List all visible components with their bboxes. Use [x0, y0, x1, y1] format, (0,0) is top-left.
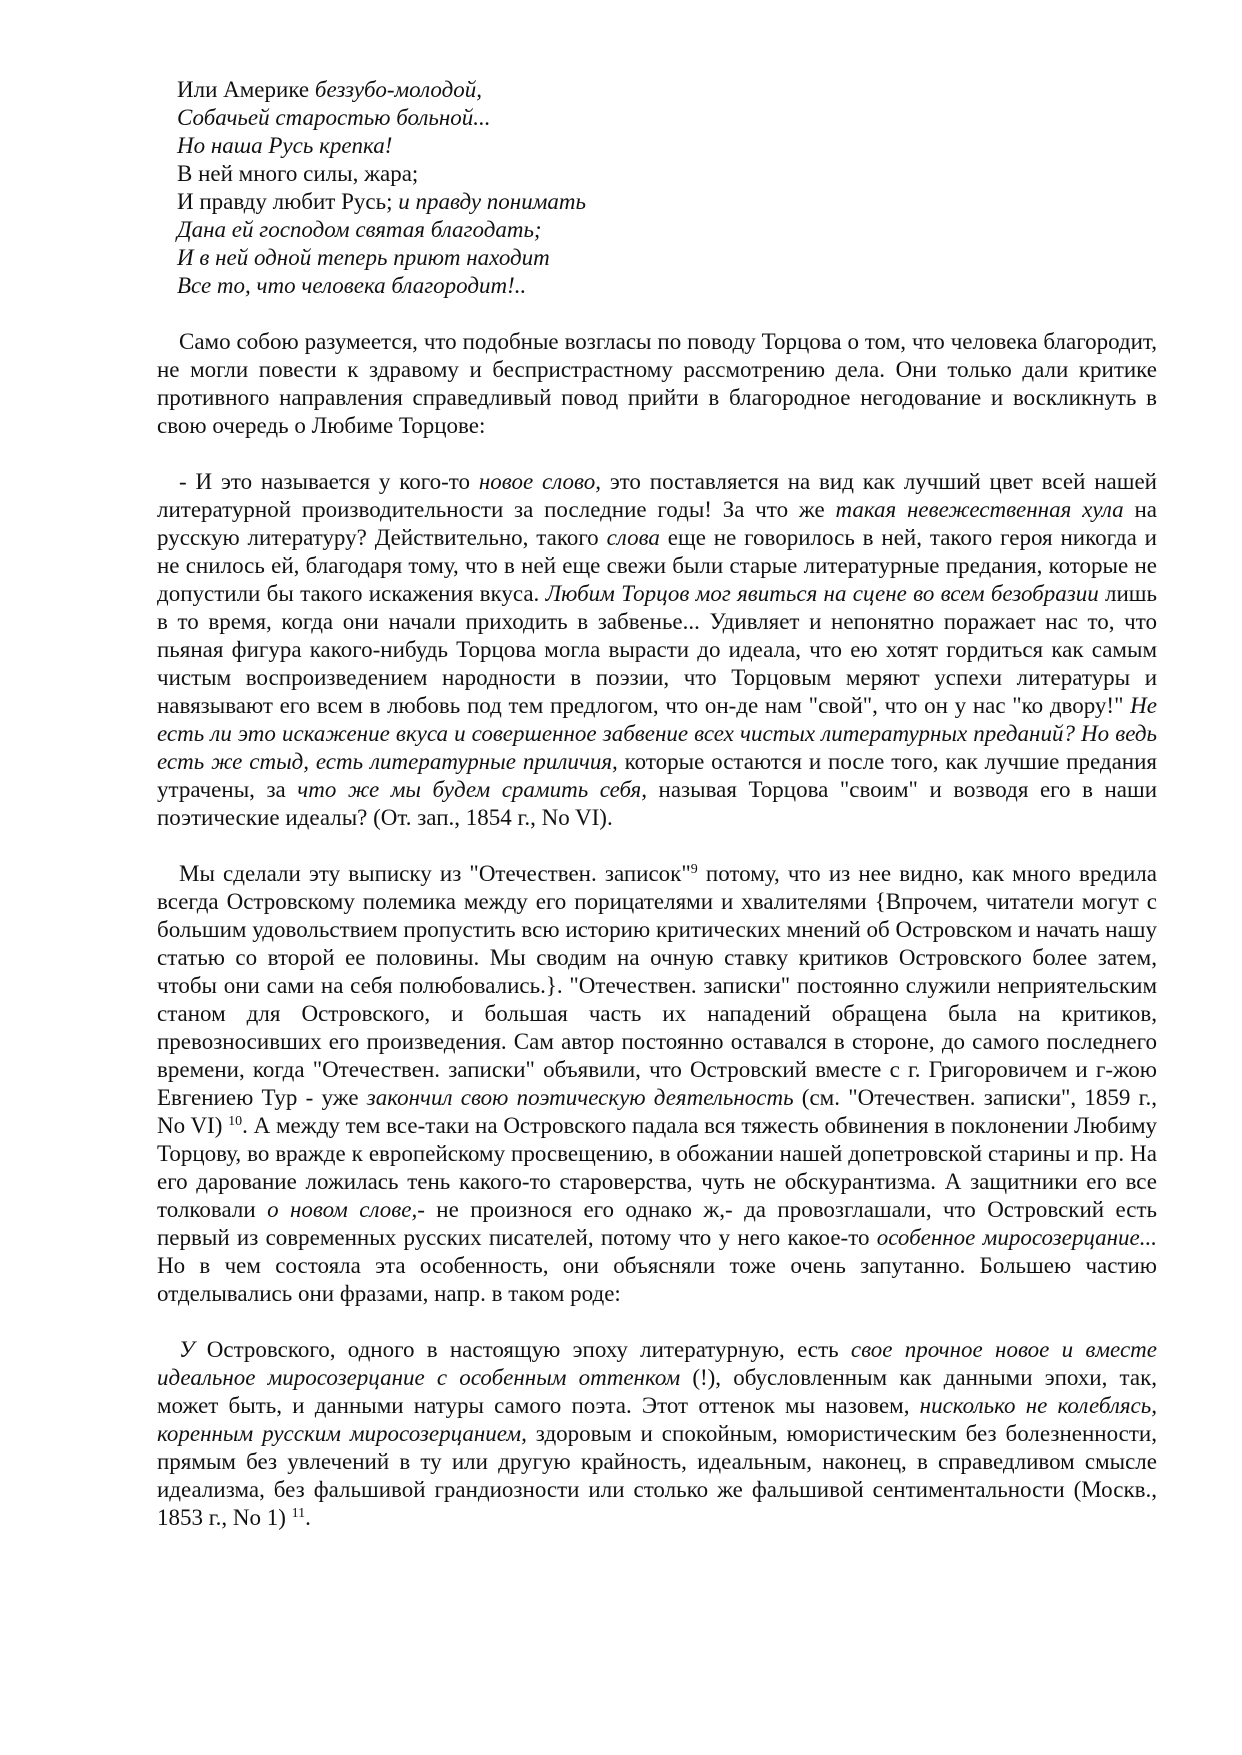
- paragraph: [157, 468, 1157, 832]
- text: называя Торцова "своим" и возводя его в наши поэтические идеалы? (От. зап., 1854 г., No VI).: [157, 777, 1158, 830]
- text: на русскую литературу? Действительно, такого: [157, 497, 1157, 550]
- text: здоровым и спокойным, юмористическим без болезненности, прямым без увлечений в ту или другую крайность, идеальным, наконец, в справедливом смысле идеализма, без фальшивой грандиозности или столько же фальшивой сентиментальности (Москв., 1853 г., No 1): [157, 1421, 1157, 1530]
- footnote-ref: 11: [291, 1506, 306, 1521]
- poem-line: [177, 272, 1157, 300]
- italic-text: такая невежественная хула: [835, 497, 1124, 522]
- italic-text: нисколько не колеблясь, коренным русским миросозерцанием,: [157, 1393, 1157, 1446]
- document-page: [157, 76, 1157, 1532]
- italic-text: У: [179, 1337, 195, 1362]
- italic-text: новое слово,: [478, 469, 601, 494]
- text: Островского, одного в настоящую эпоху литературную, есть: [194, 1337, 851, 1362]
- text: это поставляется на вид как лучший цвет всей нашей литературной производительности за последние годы! За что же: [157, 469, 1157, 522]
- text: лишь в то время, когда они начали приходить в забвенье... Удивляет и непонятно поражает нас то, что пьяная фигура какого-нибудь Торцова могла вырасти до идеала, что ею хотят гордиться как самым чистым воспроизведением народности в поэзии, что Торцовым меряют успехи литературы и навязывают его всем в любовь под тем предлогом, что он-де нам "свой", что он у нас "ко двору!": [157, 581, 1157, 718]
- text: - И это называется у кого-то: [179, 469, 479, 494]
- poem-line-italic: беззубо-молодой,: [314, 77, 482, 102]
- poem-line-italic: Дана ей господом святая благодать;: [177, 217, 542, 242]
- poem-line-italic: Собачьей старостью больной...: [177, 105, 491, 130]
- body-text: [157, 328, 1157, 1532]
- poem-line: [177, 216, 1157, 244]
- poem-line: [177, 188, 1157, 216]
- text: .: [305, 1505, 311, 1530]
- text: (см. "Отечествен. записки", 1859 г., No VI): [157, 1085, 1157, 1138]
- italic-text: слова: [606, 525, 660, 550]
- italic-text: о новом слове,: [267, 1197, 418, 1222]
- footnote-ref: 10: [228, 1114, 243, 1129]
- poem-line-italic: и правду понимать: [398, 189, 586, 214]
- poem-line-italic: И в ней одной теперь приют находит: [177, 245, 550, 270]
- poem-line-text: В ней много силы, жара;: [177, 161, 419, 186]
- poem-line: [177, 160, 1157, 188]
- text: которые остаются и после того, как лучшие предания утрачены, за: [157, 749, 1157, 802]
- text: . А между тем все-таки на Островского падала вся тяжесть обвинения в поклонении Любиму Торцову, во вражде к европейскому просвещению, в обожании нашей допетровской старины и пр. На его дарование ложилась тень какого-то староверства, чуть не обскурантизма. А защитники его все толковали: [157, 1113, 1158, 1222]
- poem-block: [177, 76, 1157, 300]
- poem-line: [177, 76, 1157, 104]
- text: - не произнося его однако ж,- да провозглашали, что Островский есть первый из современных русских писателей, потому что у него какое-то: [157, 1197, 1157, 1250]
- text: потому, что из нее видно, как много вредила всегда Островскому полемика между его порицателями и хвалителями {Впрочем, читатели могут с большим удовольствием пропустить всю историю критических мнений об Островском и начать нашу статью со второй ее половины. Мы сводим на очную ставку критиков Островского более затем, чтобы они сами на себя полюбовались.}. "Отечествен. записки" постоянно служили неприятельским станом для Островского, и большая часть их нападений обращена была на критиков, превозносивших его произведения. Сам автор постоянно оставался в стороне, до самого последнего времени, когда "Отечествен. записки" объявили, что Островский вместе с г. Григоровичем и г-жою Евгениею Тур - уже: [157, 861, 1157, 1110]
- poem-line-text: И правду любит Русь;: [177, 189, 399, 214]
- italic-text: Любим Торцов мог явиться на сцене во всем безобразии: [545, 581, 1099, 606]
- poem-line-italic: Но наша Русь крепка!: [177, 133, 393, 158]
- text: еще не говорилось в ней, такого героя никогда и не снилось ей, благодаря тому, что в ней еще свежи были старые литературные предания, которые не допустили бы такого искажения вкуса.: [157, 525, 1157, 606]
- text: (!), обусловленным как данными эпохи, так, может быть, и данными натуры самого поэта. Этот оттенок мы назовем,: [157, 1365, 1157, 1418]
- poem-line: [177, 244, 1157, 272]
- italic-text: закончил свою поэтическую деятельность: [366, 1085, 794, 1110]
- italic-text: Не есть ли это искажение вкуса и совершенное забвение всех чистых литературных преданий? Но ведь есть же стыд, есть литературные приличия,: [157, 693, 1157, 774]
- paragraph: [157, 328, 1157, 440]
- italic-text: что же мы будем срамить себя,: [297, 777, 647, 802]
- italic-text: особенное миросозерцание...: [876, 1225, 1158, 1250]
- poem-line-italic: Все то, что человека благородит!..: [177, 273, 527, 298]
- text: Но в чем состояла эта особенность, они объясняли тоже очень запутанно. Большею частию отделывались они фразами, напр. в таком роде:: [157, 1253, 1157, 1306]
- poem-line: [177, 104, 1157, 132]
- text: Само собою разумеется, что подобные возгласы по поводу Торцова о том, что человека благородит, не могли повести к здравому и беспристрастному рассмотрению дела. Они только дали критике противного направления справедливый повод прийти в благородное негодование и воскликнуть в свою очередь о Любиме Торцове:: [157, 329, 1157, 438]
- footnote-ref: 9: [690, 862, 698, 877]
- poem-line-text: Или Америке: [177, 77, 315, 102]
- poem-line: [177, 132, 1157, 160]
- paragraph: [157, 1336, 1157, 1532]
- text: Мы сделали эту выписку из "Отечествен. записок": [179, 861, 691, 886]
- paragraph: [157, 860, 1157, 1308]
- italic-text: свое прочное новое и вместе идеальное миросозерцание с особенным оттенком: [157, 1337, 1157, 1390]
